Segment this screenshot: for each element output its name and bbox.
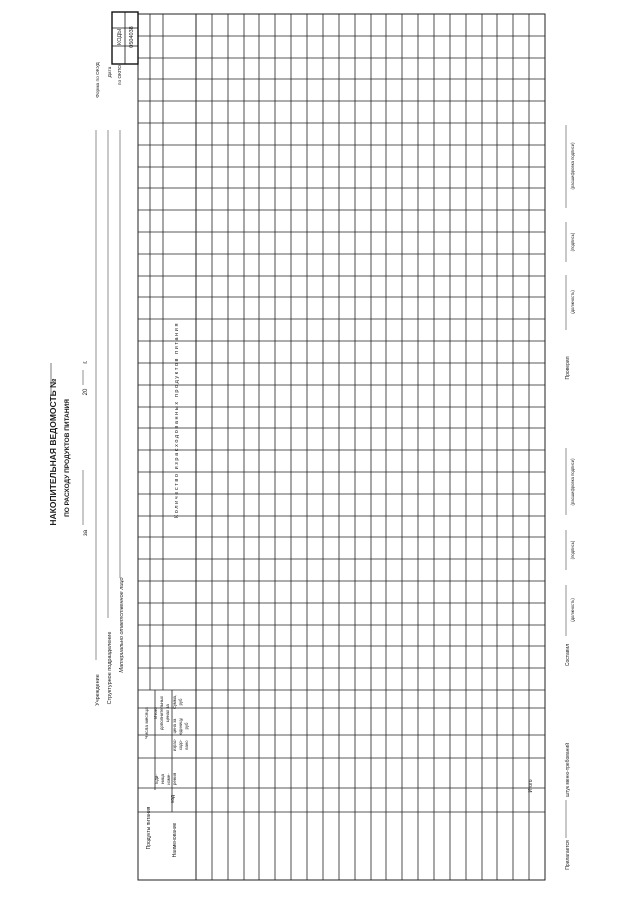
compiled-position-caption: (должность) (570, 598, 575, 622)
compiled-signature-caption: (подпись) (570, 540, 575, 560)
table-frame (138, 14, 545, 880)
table-header-labels (144, 322, 189, 857)
document-subtitle: ПО РАСХОДУ ПРОДУКТОВ ПИТАНИЯ (64, 399, 71, 517)
okpo-label: по ОКПО (118, 64, 123, 86)
unit-header-2: ница (160, 774, 165, 784)
qty-header-2: ходо- (178, 739, 183, 751)
checked-label: Проверил (565, 356, 571, 380)
sum-header-1: Сумма, (172, 694, 177, 710)
checked-position-caption: (должность) (570, 290, 575, 314)
price-header-2: единицу, (178, 717, 183, 735)
division-label: Структурное подразделение (107, 631, 113, 705)
form-okud-label: Форма по ОКУД (96, 62, 101, 98)
checked-signature-caption: (подпись) (570, 232, 575, 252)
period-prefix: за (83, 529, 89, 537)
qty-header-3: вано (184, 740, 189, 750)
compiled-decoding-caption: (расшифровка подписи) (570, 458, 575, 506)
document-header (48, 360, 89, 536)
unit-header-1: Еди- (154, 774, 159, 784)
code-column-header: код (170, 795, 176, 803)
unit-header-4: рения (172, 772, 177, 786)
document-footer (564, 125, 575, 870)
document-title: НАКОПИТЕЛЬНАЯ ВЕДОМОСТЬ № (48, 378, 58, 526)
form-code: 0504038 (129, 26, 135, 48)
balance-header-1: Итого (153, 707, 158, 719)
sum-header-2: руб (178, 698, 183, 706)
period-year: 20 (83, 388, 89, 396)
date-label: Дата (108, 66, 113, 78)
price-header-3: руб (184, 722, 189, 730)
attached-suffix: штук меню-требований (565, 743, 571, 797)
responsible-label: Материально ответственное лицо (119, 577, 125, 673)
total-row-label: Итого (528, 779, 534, 793)
institution-label: Учреждение (95, 674, 101, 706)
consumption-table-grid (138, 14, 545, 880)
price-header-1: цена за (172, 718, 177, 734)
codes-header: КОДЫ (117, 29, 123, 45)
unit-header-3: изме- (166, 773, 171, 785)
balance-header-3: ценах за (165, 704, 170, 722)
products-group-header: Продукты питания (146, 806, 152, 850)
checked-decoding-caption: (расшифровка подписи) (570, 142, 575, 190)
period-suffix: г. (83, 360, 89, 364)
compiled-label: Составил (565, 643, 571, 667)
qty-header-1: израс- (172, 738, 177, 752)
document-fields (95, 130, 125, 706)
month-days-header: Числа месяца (145, 707, 150, 739)
consumed-products-label: Количество израсходованных продуктов питания (174, 321, 180, 519)
balance-header-2: дополнительных (159, 695, 164, 731)
attached-prefix: Прилагается (565, 840, 571, 870)
name-column-header: Наименование (172, 822, 178, 858)
codes-box (95, 12, 138, 98)
